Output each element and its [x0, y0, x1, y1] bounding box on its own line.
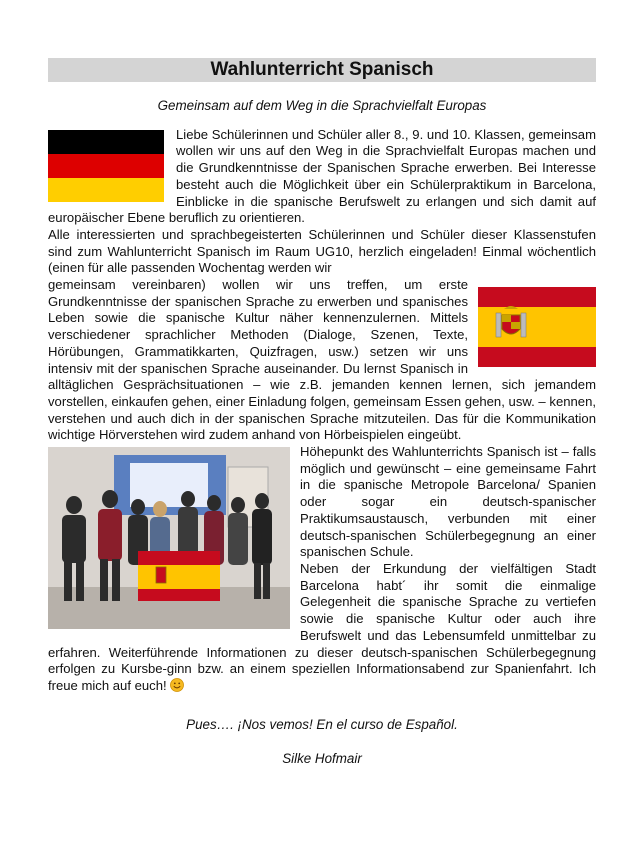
signature: Silke Hofmair	[282, 751, 362, 767]
german-flag-image	[48, 130, 164, 202]
spanish-flag-graphic	[478, 287, 596, 367]
intro-section	[48, 127, 596, 227]
document-page	[48, 58, 596, 768]
invite-section	[48, 227, 596, 444]
smiley-icon	[170, 678, 184, 692]
intro-paragraph: Liebe Schülerinnen und Schüler aller 8., 9. und 10. Klassen, gemeinsam wollen wir uns auf den Weg in die Sprachvielfalt Europas machen und die Grundkenntnisse der Spanischen Sprache erwerben. Bei Interesse besteht auch die Möglichkeit über ein Schülerpraktikum in Barcelona, Einblicke in die spanische Berufswelt zu erlangen und sich damit auf europäischer Ebene beruflich zu orientieren.	[48, 126, 596, 226]
held-spanish-flag-icon	[138, 551, 220, 601]
highlight-section	[48, 444, 596, 695]
document-title: Wahlunterricht Spanisch	[48, 58, 596, 82]
highlight-paragraph: Höhepunkt des Wahlunterrichts Spanisch ist – falls möglich und gewünscht – eine gemeinsame Fahrt in die spanische Metropole Barcelona/ Spanien oder sogar ein deutsch-spanischer Praktikumsaustausch, verbunden mit einer deutsch-spanischen Schülerbegegnung an einer spanischen Schule.	[300, 444, 596, 560]
document-subtitle: Gemeinsam auf dem Weg in die Sprachvielfalt Europas	[157, 98, 487, 113]
explore-text: Neben der Erkundung der vielfältigen Stadt Barcelona habt´ ihr somit die einmalige Gelegenheit die spanische Sprache zu vertiefen sowie die spanische Kultur oder auch ihre Berufswelt und das Lebensumfeld unmittelbar zu erfahren. Weiterführende Informationen zu dieser deutsch-spanischen Schülerbegegnung erfolgen zu Kursbe-ginn bzw. an einem speziellen Informationsabend zur Spanienfahrt. Ich freue mich auf euch!	[48, 560, 596, 693]
group-photo-image	[48, 447, 290, 629]
spanish-flag-image	[478, 287, 596, 367]
invite-paragraph-continued: gemeinsam vereinbaren) wollen wir uns treffen, um erste Grundkenntnisse der spanischen Sprache zu erwerben und spanisches Leben sowie die spanische Kultur näher kennenzulernen. Mittels verschiedener sprachlicher Methoden (Dialoge, Szenen, Texte, Hörübungen, Grammatikkarten, Quizfragen, usw.) setzen wir uns intensiv mit der spanischen Sprache auseinander. Du lernst Spanisch in alltäglichen Gesprächsituationen – wie z.B. jemanden kennen lernen, sich jemandem vorstellen, einkaufen gehen, einer Einladung folgen, gemeinsam Essen gehen, usw. – kennen, verstehen und auch dich in der spanischen Sprache mitzuteilen. Das für die Kommunikation wichtige Hörverstehen wird zudem anhand von Hörbeispielen eingeübt.	[48, 277, 596, 443]
group-photo-graphic	[48, 447, 290, 629]
closing-line: Pues…. ¡Nos vemos! En el curso de Español.	[186, 716, 458, 732]
invite-paragraph-start: Alle interessierten und sprachbegeisterten Schülerinnen und Schüler dieser Klassenstufen sind zum Wahlunterricht Spanisch im Raum UG10, herzlich eingeladen! Einmal wöchentlich (einen für alle passenden Wochentag werden wir	[48, 226, 596, 276]
